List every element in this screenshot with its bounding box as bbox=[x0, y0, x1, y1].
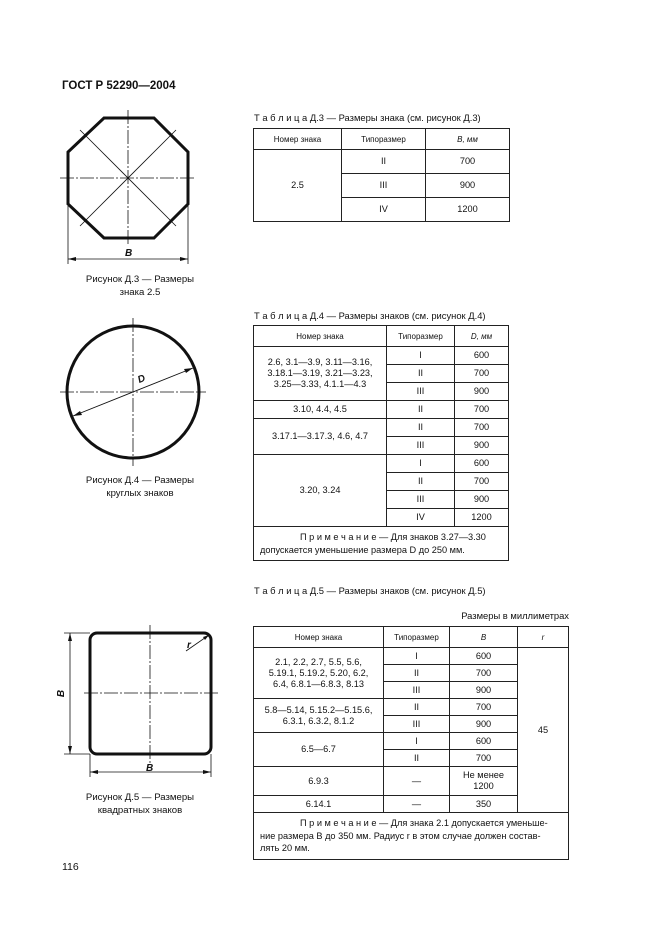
table-d3-header-sign: Номер знака bbox=[254, 129, 342, 150]
table-d5-sign-line: 6.4, 6.8.1—6.8.3, 8.13 bbox=[273, 678, 364, 689]
table-d5-sign-line: 5.19.1, 5.19.2, 5.20, 6.2, bbox=[268, 667, 369, 678]
figure-d3-caption-line2: знака 2.5 bbox=[119, 287, 161, 298]
table-d5 bbox=[253, 626, 569, 860]
table-d4-signs: 3.10, 4.4, 4.5 bbox=[254, 401, 387, 419]
figure-d3-octagon bbox=[60, 108, 200, 266]
figure-d4-caption bbox=[70, 474, 210, 500]
table-d5-size: II bbox=[384, 665, 450, 682]
figure-d5-caption bbox=[70, 791, 210, 817]
table-d3-value: 700 bbox=[426, 150, 510, 174]
figure-d4-caption-line2: круглых знаков bbox=[106, 488, 174, 499]
page-number: 116 bbox=[62, 861, 79, 873]
table-d5-value: 700 bbox=[450, 665, 518, 682]
table-d5-header-radius: r bbox=[518, 627, 569, 648]
table-d4-header-value: D, мм bbox=[455, 326, 509, 347]
table-d5-signs: 6.9.3 bbox=[254, 767, 384, 796]
table-d5-size: — bbox=[384, 767, 450, 796]
table-d5-value: 700 bbox=[450, 699, 518, 716]
table-d5-size: II bbox=[384, 699, 450, 716]
table-d5-units: Размеры в миллиметрах bbox=[461, 610, 569, 621]
table-d5-signs bbox=[254, 699, 384, 733]
table-d4-sign-line: 3.18.1—3.19, 3.21—3.23, bbox=[267, 368, 373, 378]
table-d4-value: 600 bbox=[455, 455, 509, 473]
table-d5-size: I bbox=[384, 733, 450, 750]
table-d5-note bbox=[254, 813, 569, 860]
table-d5-value: 600 bbox=[450, 733, 518, 750]
table-d3-value: 900 bbox=[426, 174, 510, 198]
table-d5-note-line1: — Для знака 2.1 допускается уменьше- bbox=[376, 818, 548, 828]
table-d3-title bbox=[254, 112, 481, 123]
figure-d3-dim-label: В bbox=[125, 248, 133, 259]
table-d5-signs: 6.5—6.7 bbox=[254, 733, 384, 767]
table-d5-value: 350 bbox=[450, 796, 518, 813]
table-d4-size: III bbox=[387, 491, 455, 509]
figure-d3-caption-line1: Рисунок Д.3 — Размеры bbox=[85, 274, 195, 285]
table-d3-header-size: Типоразмер bbox=[342, 129, 426, 150]
figure-d5-square bbox=[58, 625, 218, 780]
table-d5-size: — bbox=[384, 796, 450, 813]
table-d4-size: II bbox=[387, 419, 455, 437]
table-d3-sign: 2.5 bbox=[254, 150, 342, 222]
figure-d4-dim-label: D bbox=[136, 373, 148, 386]
table-d5-value: 900 bbox=[450, 716, 518, 733]
table-d5-value: Не менее 1200 bbox=[450, 767, 518, 796]
table-d4-value: 700 bbox=[455, 473, 509, 491]
table-d5-size: II bbox=[384, 750, 450, 767]
table-d4-size: I bbox=[387, 455, 455, 473]
table-d5-size: III bbox=[384, 716, 450, 733]
table-d5-note-prefix: П р и м е ч а н и е bbox=[300, 818, 377, 828]
figure-d5-dim-label-vertical: В bbox=[56, 689, 68, 698]
table-d4-signs bbox=[254, 347, 387, 401]
table-d4-sign-line: 3.25—3.33, 4.1.1—4.3 bbox=[273, 379, 367, 389]
table-d4-value: 900 bbox=[455, 383, 509, 401]
table-d3-title-rest: — Размеры знака (см. рисунок Д.3) bbox=[324, 112, 481, 123]
table-d4-size: III bbox=[387, 437, 455, 455]
figure-d3-caption bbox=[70, 273, 210, 299]
figure-d5-dim-label-horizontal: В bbox=[146, 763, 154, 774]
table-d5-value: 600 bbox=[450, 648, 518, 665]
table-d4-sign-line: 2.6, 3.1—3.9, 3.11—3.16, bbox=[267, 357, 373, 367]
table-d4-signs: 3.17.1—3.17.3, 4.6, 4.7 bbox=[254, 419, 387, 455]
table-d5-note-line2: ние размера В до 350 мм. Радиус r в этом случае должен состав- bbox=[260, 830, 541, 841]
table-d4-note-line2: допускается уменьшение размера D до 250 мм. bbox=[260, 544, 465, 555]
table-d5-sign-line: 5.8—5.14, 5.15.2—5.15.6, bbox=[264, 704, 373, 715]
table-d5-header-value: В bbox=[450, 627, 518, 648]
table-d3-size: III bbox=[342, 174, 426, 198]
table-d5-header-size: Типоразмер bbox=[384, 627, 450, 648]
figure-d4-caption-line1: Рисунок Д.4 — Размеры bbox=[85, 475, 195, 486]
table-d5-title-rest: — Размеры знаков (см. рисунок Д.5) bbox=[324, 585, 486, 596]
table-d4-title bbox=[254, 310, 486, 321]
table-d4-title-rest: — Размеры знаков (см. рисунок Д.4) bbox=[324, 310, 486, 321]
table-d4-value: 700 bbox=[455, 401, 509, 419]
table-d3-value: 1200 bbox=[426, 198, 510, 222]
table-d5-size: III bbox=[384, 682, 450, 699]
table-d4-size: IV bbox=[387, 509, 455, 527]
table-d4-value: 700 bbox=[455, 419, 509, 437]
table-d4-size: II bbox=[387, 365, 455, 383]
table-d5-header-sign: Номер знака bbox=[254, 627, 384, 648]
table-d3-header-value: В, мм bbox=[426, 129, 510, 150]
table-d4-size: I bbox=[387, 347, 455, 365]
table-d4-note-line1: — Для знаков 3.27—3.30 bbox=[376, 532, 486, 542]
table-d5-value: 700 bbox=[450, 750, 518, 767]
table-d4-note bbox=[254, 527, 509, 561]
figure-d5-caption-line2: квадратных знаков bbox=[97, 805, 183, 816]
table-d4-note-prefix: П р и м е ч а н и е bbox=[300, 532, 377, 542]
table-d5-signs bbox=[254, 648, 384, 699]
table-d4-value: 1200 bbox=[455, 509, 509, 527]
table-d4-size: III bbox=[387, 383, 455, 401]
table-d3-size: IV bbox=[342, 198, 426, 222]
table-d4-signs: 3.20, 3.24 bbox=[254, 455, 387, 527]
table-d4-value: 900 bbox=[455, 491, 509, 509]
table-d5-size: I bbox=[384, 648, 450, 665]
table-d4 bbox=[253, 325, 509, 561]
table-d4-size: II bbox=[387, 401, 455, 419]
table-d4-size: II bbox=[387, 473, 455, 491]
table-d3-title-prefix: Т а б л и ц а Д.3 bbox=[254, 112, 325, 123]
table-d4-title-prefix: Т а б л и ц а Д.4 bbox=[254, 310, 325, 321]
table-d4-header-size: Типоразмер bbox=[387, 326, 455, 347]
table-d5-note-line3: лять 20 мм. bbox=[260, 843, 310, 853]
table-d5-signs: 6.14.1 bbox=[254, 796, 384, 813]
table-d4-header-sign: Номер знака bbox=[254, 326, 387, 347]
page-header: ГОСТ Р 52290—2004 bbox=[62, 80, 176, 92]
table-d4-value: 900 bbox=[455, 437, 509, 455]
table-d5-sign-line: 6.3.1, 6.3.2, 8.1.2 bbox=[282, 715, 355, 726]
table-d5-title bbox=[254, 585, 486, 596]
table-d3 bbox=[253, 128, 510, 222]
table-d4-value: 700 bbox=[455, 365, 509, 383]
table-d5-value: 900 bbox=[450, 682, 518, 699]
table-d5-radius-value: 45 bbox=[518, 648, 569, 813]
table-d4-value: 600 bbox=[455, 347, 509, 365]
table-d5-title-prefix: Т а б л и ц а Д.5 bbox=[254, 585, 325, 596]
figure-d5-radius-label: r bbox=[187, 640, 191, 651]
table-d3-size: II bbox=[342, 150, 426, 174]
figure-d5-caption-line1: Рисунок Д.5 — Размеры bbox=[85, 792, 195, 803]
figure-d4-circle bbox=[58, 318, 208, 468]
table-d5-sign-line: 2.1, 2.2, 2.7, 5.5, 5.6, bbox=[275, 656, 362, 667]
